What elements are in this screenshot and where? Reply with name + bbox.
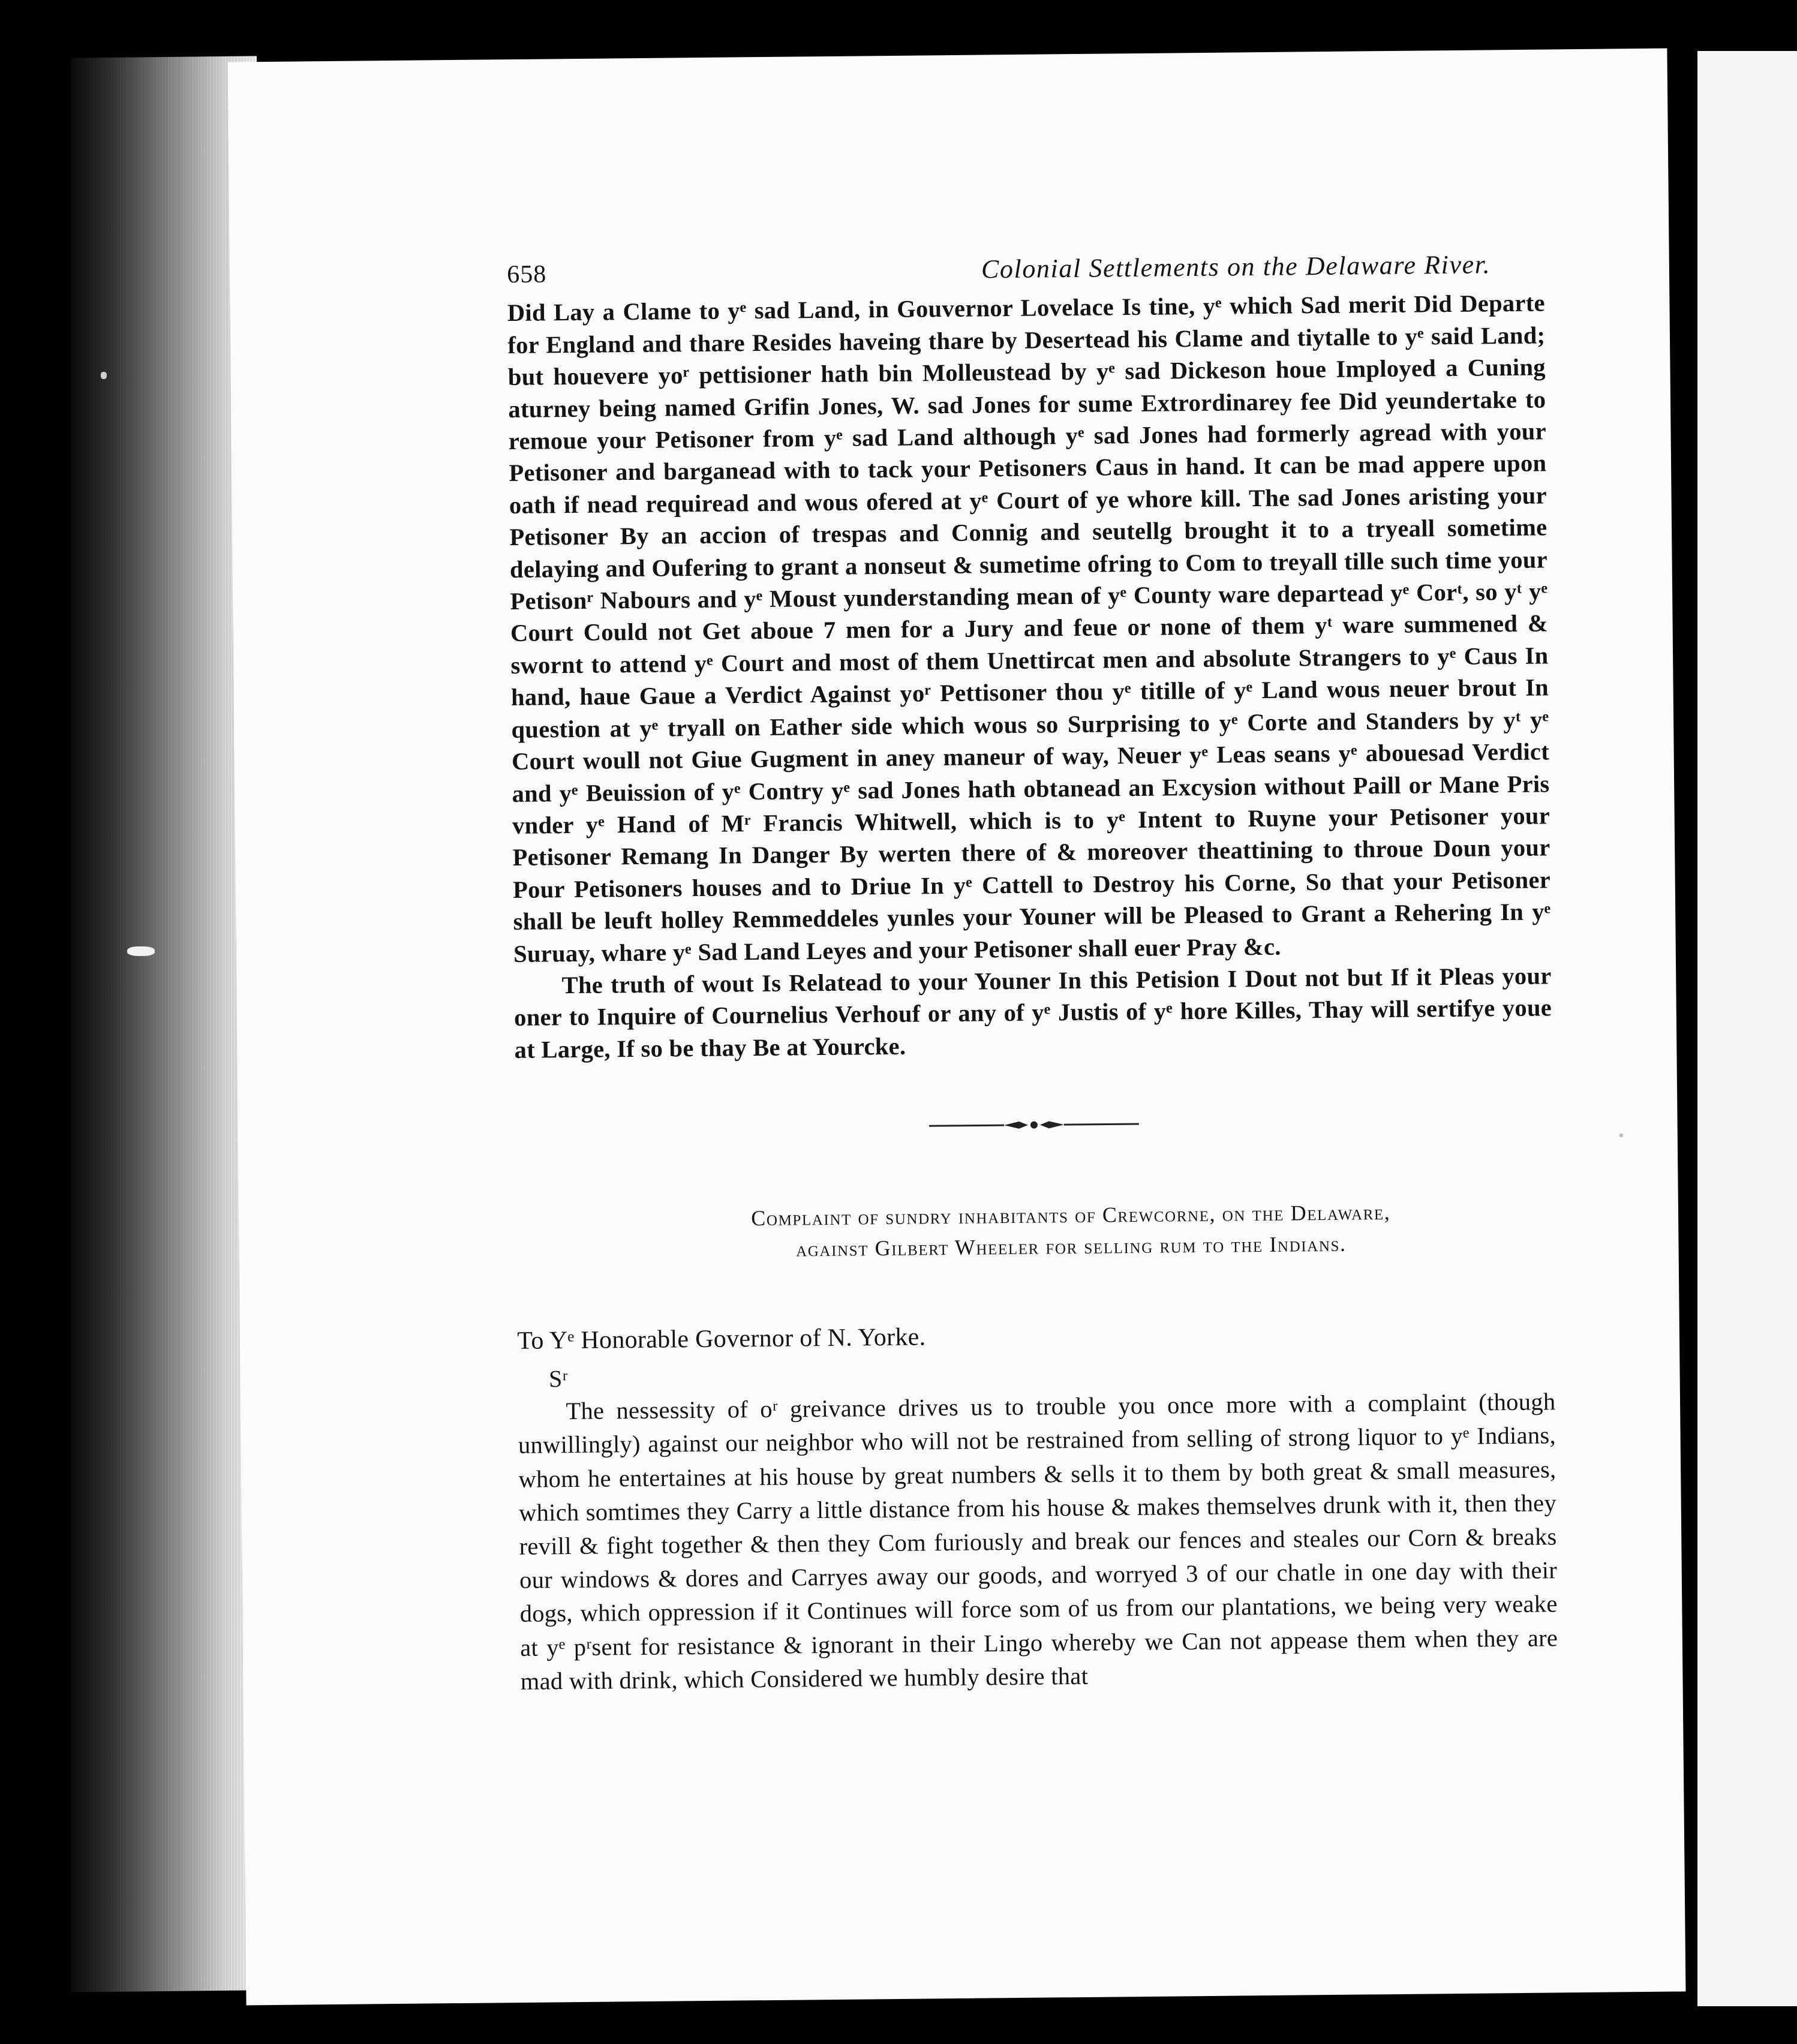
petition-paragraph: Did Lay a Clame to yᵉ sad Land, in Gouvernor Lovelace Is tine, yᵉ which Sad merit Did Departe for England and thare Resides haveing thare by Desertead his Clame and tiytalle to yᵉ said Land; but houevere yoʳ pettisioner hath bin Molleustead by yᵉ sad Dickeson houe Imployed a Cuning aturney being named Grifin Jones, W. sad Jones for sume Extrordinarey fee Did yeundertake to remoue your Petisoner from yᵉ sad Land although yᵉ sad Jones had formerly agread with your Petisoner and barganead with to tack your Petisoners Caus in hand. It can be mad appere upon oath if nead requiread and wous ofered at yᵉ Court of ye whore kill. The sad Jones aristing your Petisoner By an accion of trespas and Connig and seutellg brought it to a tryeall sometime delaying and Oufering to grant a nonseut & sumetime ofring to Com to treyall tille such time your Petisonʳ Nabours and yᵉ Moust yunderstanding mean of yᵉ County ware departead yᵉ Corᵗ, so yᵗ yᵉ Court Could not Get aboue 7 men for a Jury and feue or none of them yᵗ ware summened & swornt to attend yᵉ Court and most of them Unettircat men and absolute Strangers to yᵉ Caus In hand, haue Gaue a Verdict Against yoʳ Pettisoner thou yᵉ titille of yᵉ Land wous neuer brout In question at yᵉ tryall on Eather side which wous so Surprising to yᵉ Corte and Standers by yᵗ yᵉ Court woull not Giue Gugment in aney maneur of way, Neuer yᵉ Leas seans yᵉ abouesad Verdict and yᵉ Beuission of yᵉ Contry yᵉ sad Jones hath obtanead an Excysion without Paill or Mane Pris vnder yᵉ Hand of Mʳ Francis Whitwell, which is to yᵉ Intent to Ruyne your Petisoner your Petisoner Remang In Danger By werten there of & moreover theattining to throue Doun your Pour Petisoners houses and to Driue In yᵉ Cattell to Destroy his Corne, So that your Petisoner shall be leuft holley Remmeddeles yunles your Youner will be Pleased to Grant a Rehering In yᵉ Suruay, whare yᵉ Sad Land Leyes and your Petisoner shall euer Pray &c. (507, 289, 1551, 967)
facing-page-edge (1697, 51, 1797, 2006)
petition-paragraph: The truth of wout Is Relatead to your Youner In this Petision I Dout not but If it Pleas your oner to Inquire of Cournelius Verhouf or any of yᵉ Justis of yᵉ hore Killes, Thay will sertifye youe at Large, If so be thay Be at Yourcke. (513, 962, 1552, 1063)
page-text-block (507, 248, 1558, 1698)
scan-artifact (127, 946, 155, 956)
letter-address: To Yᵉ Honorable Governor of N. Yorke. (517, 1323, 926, 1355)
book-page-edge-lines (71, 56, 257, 1992)
letter-body: The nessessity of oʳ greivance drives us to trouble you once more with a complaint (though unwillingly) against our neighbor who will not be restrained from selling of strong liquor to yᵉ Indians, whom he entertaines at his house by great numbers & sells it to them by both great & small measures, which somtimes they Carry a little distance from his house & makes themselves drunk with it, then they revill & fight together & then they Com furiously and break our fences and steales our Corn & breaks our windows & dores and Carryes away our goods, and worryed 3 of our chatle in one day with their dogs, which oppression if it Continues will force som of us from our plantations, we being very weake at yᵉ pʳsent for resistance & ignorant in their Lingo whereby we Can not appease them when they are mad with drink, which Considered we humbly desire that (518, 1388, 1558, 1695)
section-heading-line: Complaint of sundry inhabitants of Crewcorne, on the Delaware, (751, 1200, 1391, 1231)
section-divider-ornament (929, 1115, 1139, 1135)
running-title: Colonial Settlements on the Delaware River. (981, 250, 1491, 284)
scan-artifact (101, 372, 107, 379)
letter-salutation: Sʳ (548, 1365, 568, 1393)
section-heading-line: against Gilbert Wheeler for selling rum to the Indians. (795, 1231, 1347, 1261)
scan-artifact (1619, 1134, 1623, 1137)
page-number: 658 (507, 260, 547, 288)
